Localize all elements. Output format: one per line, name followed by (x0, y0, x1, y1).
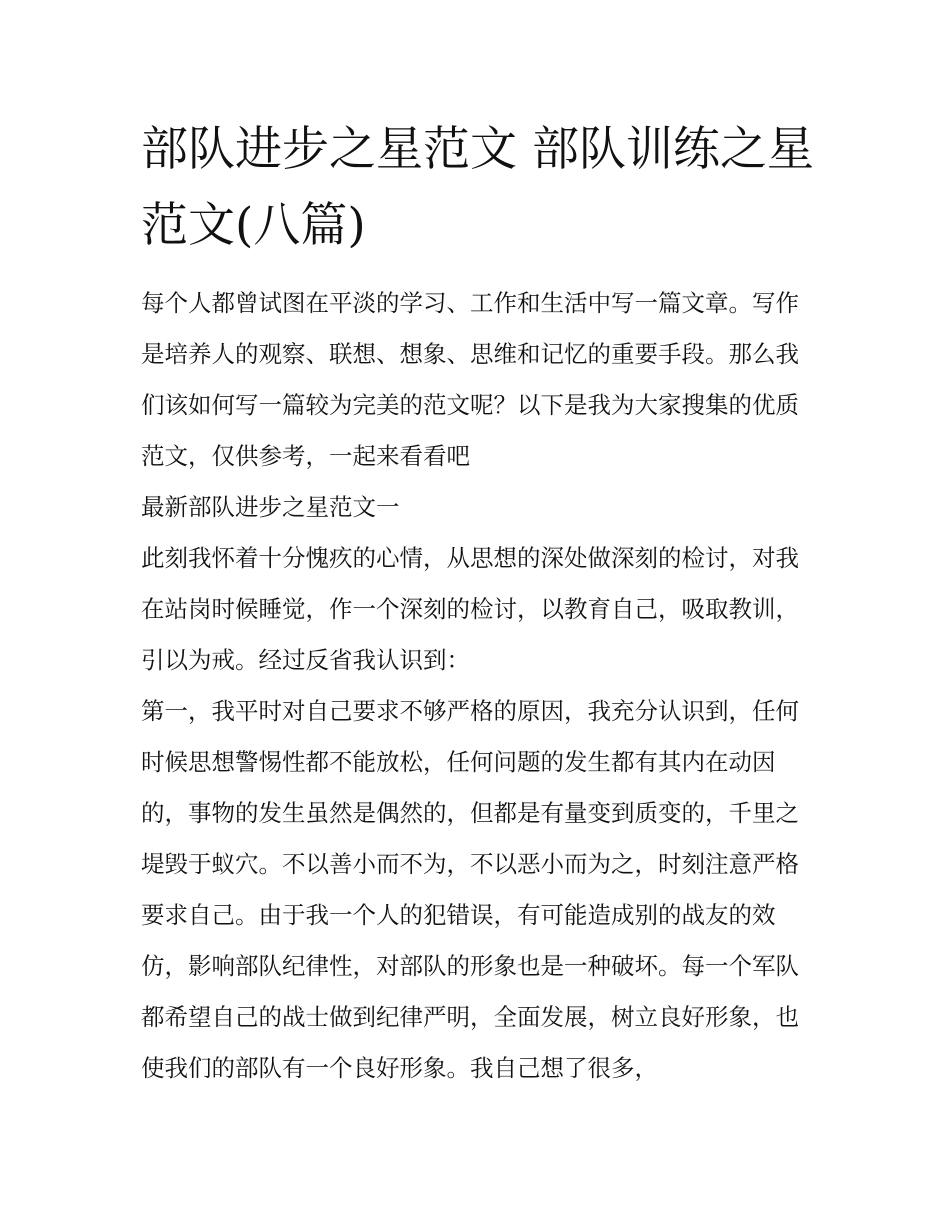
section-heading: 最新部队进步之星范文一 (141, 493, 400, 521)
body-paragraph: 此刻我怀着十分愧疚的心情，从思想的深处做深刻的检讨，对我在站岗时候睡觉，作一个深刻的检讨，以教育自己，吸取教训，引以为戒。经过反省我认识到： (141, 544, 799, 674)
document-title: 部队进步之星范文 部队训练之星范文(八篇) (141, 122, 814, 253)
body-paragraph: 第一，我平时对自己要求不够严格的原因，我充分认识到，任何时候思想警惕性都不能放松，任何问题的发生都有其内在动因的，事物的发生虽然是偶然的，但都是有量变到质变的，千里之堤毁于蚁穴。不以善小而不为，不以恶小而为之，时刻注意严格要求自己。由于我一个人的犯错误，有可能造成别的战友的效仿，影响部队纪律性，对部队的形象也是一种破坏。每一个军队都希望自己的战士做到纪律严明，全面发展，树立良好形象，也使我们的部队有一个良好形象。我自己想了很多， (141, 697, 799, 1082)
intro-paragraph: 每个人都曾试图在平淡的学习、工作和生活中写一篇文章。写作是培养人的观察、联想、想象、思维和记忆的重要手段。那么我们该如何写一篇较为完美的范文呢？以下是我为大家搜集的优质范文，仅供参考，一起来看看吧 (141, 289, 799, 470)
